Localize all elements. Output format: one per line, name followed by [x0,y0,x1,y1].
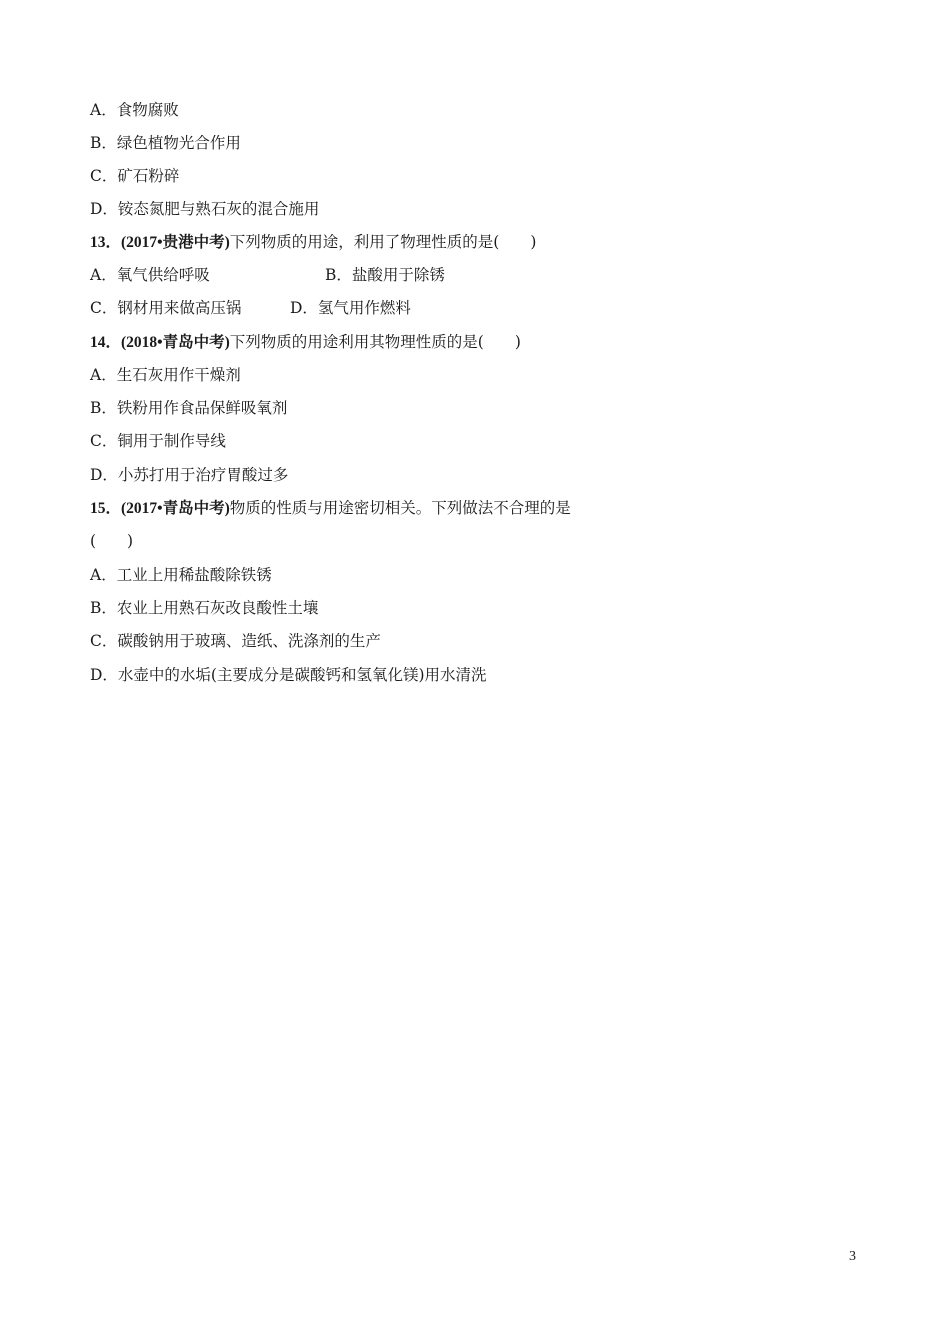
q15-option-a: A．工业上用稀盐酸除铁锈 [90,566,272,584]
q13-option-d: D．氢气用作燃料 [290,299,411,317]
q13-source: (2017•贵港中考) [121,234,230,251]
q14-option-c: C．铜用于制作导线 [90,432,226,450]
q15-option-c: C．碳酸钠用于玻璃、造纸、洗涤剂的生产 [90,632,381,650]
q13-option-b: B．盐酸用于除锈 [325,266,445,284]
q15-option-d: D．水壶中的水垢(主要成分是碳酸钙和氢氧化镁)用水清洗 [90,666,487,684]
q13-option-a: A．氧气供给呼吸 [90,266,210,284]
q14-stem: 下列物质的用途利用其物理性质的是( ) [229,333,521,351]
q15-number: 15． [90,500,122,517]
page-number: 3 [849,1249,856,1264]
q13-stem-line [90,232,536,253]
q14-source: (2018•青岛中考) [121,334,230,351]
q13-options-row-1 [90,265,445,285]
q13-options-row-2 [90,298,411,318]
q14-option-b: B．铁粉用作食品保鲜吸氧剂 [90,399,288,417]
q14-stem-line [90,332,521,353]
q12-option-a: A．食物腐败 [90,101,179,119]
q13-option-c: C．钢材用来做高压锅 [90,299,242,317]
q13-stem: 下列物质的用途，利用了物理性质的是( ) [229,233,537,251]
q14-option-a: A．生石灰用作干燥剂 [90,366,241,384]
q13-number: 13． [90,234,122,251]
q14-number: 14． [90,334,122,351]
q12-option-c: C．矿石粉碎 [90,167,180,185]
q15-stem-line [90,498,571,519]
q12-option-b: B．绿色植物光合作用 [90,134,241,152]
q15-source: (2017•青岛中考) [121,500,230,517]
q15-answer-blank: ( ) [90,532,134,550]
q12-option-d: D．铵态氮肥与熟石灰的混合施用 [90,200,320,218]
q15-stem: 物质的性质与用途密切相关。下列做法不合理的是 [229,499,571,517]
q15-option-b: B．农业上用熟石灰改良酸性土壤 [90,599,319,617]
q14-option-d: D．小苏打用于治疗胃酸过多 [90,466,289,484]
